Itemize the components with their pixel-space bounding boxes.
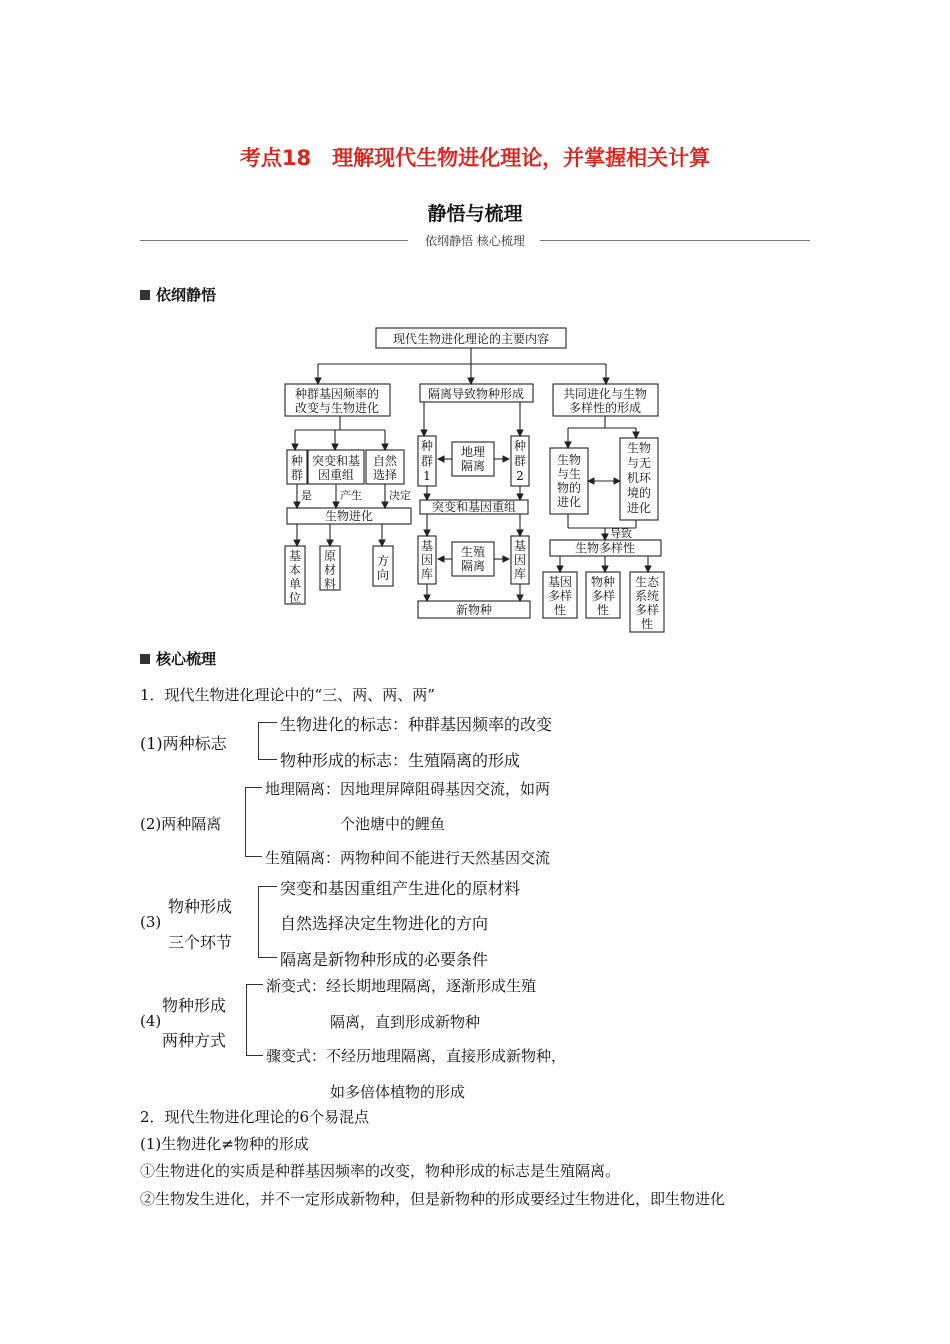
label-b3-l1: 共同进化与生物 <box>562 387 648 401</box>
label-jueding: 决定 <box>389 489 411 502</box>
g4-brace <box>246 984 263 1056</box>
label-dili-2: 隔离 <box>460 459 486 473</box>
label-tubian-1: 突变和基 <box>311 454 361 468</box>
g1-brace <box>258 722 277 760</box>
label-sheng-dy-4: 性 <box>640 617 654 631</box>
label-duoyang: 生物多样性 <box>574 541 636 555</box>
label-yuancailiao-2: 材 <box>323 563 337 577</box>
label-daozhi: 导致 <box>610 527 632 540</box>
label-b1-l1: 种群基因频率的 <box>294 387 380 401</box>
label-shi: 是 <box>301 489 312 502</box>
label-shengzhi-1: 生殖 <box>460 545 486 559</box>
g4-num: (4) <box>140 1012 162 1030</box>
point-2-item-1: ①生物进化的实质是种群基因频率的改变，物种形成的标志是生殖隔离。 <box>140 1162 621 1180</box>
point-1-heading: 1．现代生物进化理论中的“三、两、两、两” <box>140 686 435 704</box>
label-wuzhong-dy-1: 物种 <box>590 575 616 589</box>
label-jiben-2: 本 <box>288 563 302 577</box>
label-tubian-2: 因重组 <box>317 468 355 482</box>
label-jiben-4: 位 <box>288 591 302 605</box>
label-b2: 隔离导致物种形成 <box>427 387 525 401</box>
label-root: 现代生物进化理论的主要内容 <box>392 332 550 346</box>
label-sw-sw-3: 物的 <box>556 481 582 495</box>
page-title: 考点18 理解现代生物进化理论，并掌握相关计算 <box>239 146 711 170</box>
g2-item-a1: 地理隔离：因地理屏障阻碍基因交流，如两 <box>265 780 551 798</box>
g2-item-b: 生殖隔离：两物种间不能进行天然基因交流 <box>265 849 551 867</box>
label-jiyin-dy-3: 性 <box>553 603 567 617</box>
label-b3-l2: 多样性的形成 <box>568 401 642 415</box>
g3-label-2: 三个环节 <box>168 933 233 952</box>
g1-item-b: 物种形成的标志：生殖隔离的形成 <box>280 751 521 770</box>
g2-item-a2: 个池塘中的鲤鱼 <box>340 815 446 833</box>
label-xinwuzhong: 新物种 <box>455 603 493 617</box>
g4-item-b1: 骤变式：不经历地理隔离，直接形成新物种， <box>266 1047 567 1065</box>
label-zq1-2: 群 <box>420 454 434 468</box>
point-2-heading: 2．现代生物进化理论的6个易混点 <box>140 1108 370 1126</box>
label-sw-sw-4: 进化 <box>556 495 582 509</box>
label-fangxiang-2: 向 <box>376 568 390 582</box>
label-jiyinku1-1: 基 <box>420 539 434 553</box>
label-jiyinku1-2: 因 <box>420 553 434 567</box>
label-yuancailiao-1: 原 <box>323 549 337 563</box>
g3-num: (3) <box>140 913 162 931</box>
label-wuzhong-dy-2: 多样 <box>590 589 616 603</box>
label-ziran-2: 选择 <box>372 468 398 482</box>
label-jiyinku1-3: 库 <box>420 567 434 581</box>
label-shengzhi-2: 隔离 <box>460 559 486 573</box>
label-sheng-dy-2: 系统 <box>634 589 660 603</box>
g2-brace <box>245 787 262 857</box>
label-zq1-3: 1 <box>423 469 431 483</box>
concept-diagram <box>270 318 690 638</box>
g3-item-b: 自然选择决定生物进化的方向 <box>280 914 489 933</box>
square-bullet-icon <box>140 654 150 664</box>
g3-label-1: 物种形成 <box>168 897 233 916</box>
label-wuzhong-dy-3: 性 <box>596 603 610 617</box>
label-tubian2: 突变和基因重组 <box>431 500 517 514</box>
label-zq1-1: 种 <box>420 439 434 453</box>
point-2-item-2: ②生物发生进化，并不一定形成新物种，但是新物种的形成要经过生物进化，即生物进化 <box>140 1190 726 1208</box>
label-sw-sw-2: 与生 <box>556 467 582 481</box>
g2-label: (2)两种隔离 <box>140 815 222 833</box>
label-shengwujinhua: 生物进化 <box>324 509 374 523</box>
label-sheng-dy-1: 生态 <box>634 575 660 589</box>
g3-brace <box>258 886 277 958</box>
label-jiyinku2-1: 基 <box>513 539 527 553</box>
label-jiyin-dy-2: 多样 <box>547 589 573 603</box>
g1-item-a: 生物进化的标志：种群基因频率的改变 <box>280 715 553 734</box>
label-sw-hj-5: 进化 <box>626 501 652 515</box>
section-subtitle: 静悟与梳理 <box>427 203 523 225</box>
label-zhongqun-2: 群 <box>290 468 304 482</box>
label-jiben-3: 单 <box>288 577 302 591</box>
point-2-sub-1: (1)生物进化≠物种的形成 <box>140 1135 309 1153</box>
label-zq2-1: 种 <box>513 439 527 453</box>
g3-item-a: 突变和基因重组产生进化的原材料 <box>280 879 521 898</box>
g3-item-c: 隔离是新物种形成的必要条件 <box>280 950 489 969</box>
label-sw-hj-2: 与无 <box>626 456 652 470</box>
g4-item-a1: 渐变式：经长期地理隔离，逐渐形成生殖 <box>266 977 537 995</box>
label-jiyin-dy-1: 基因 <box>547 575 573 589</box>
label-ziran-1: 自然 <box>372 454 398 468</box>
label-zq2-2: 群 <box>513 454 527 468</box>
g4-label-2: 两种方式 <box>162 1031 227 1050</box>
label-sw-hj-4: 境的 <box>626 486 652 500</box>
g1-label: (1)两种标志 <box>140 734 227 753</box>
square-bullet-icon <box>140 290 150 300</box>
label-jiyinku2-3: 库 <box>513 567 527 581</box>
label-zq2-3: 2 <box>516 469 524 483</box>
label-dili-1: 地理 <box>460 445 486 459</box>
g4-label-1: 物种形成 <box>162 996 227 1015</box>
label-chansheng: 产生 <box>340 489 362 502</box>
section-heading-2: 核心梳理 <box>140 648 216 669</box>
label-jiyinku2-2: 因 <box>513 553 527 567</box>
section-heading-1: 依纲静悟 <box>140 284 216 305</box>
label-b1-l2: 改变与生物进化 <box>294 401 380 415</box>
g4-item-b2: 如多倍体植物的形成 <box>330 1083 466 1101</box>
g4-item-a2: 隔离，直到形成新物种 <box>330 1013 481 1031</box>
label-yuancailiao-3: 料 <box>323 577 337 591</box>
label-sheng-dy-3: 多样 <box>634 603 660 617</box>
label-sw-sw-1: 生物 <box>556 453 582 467</box>
label-jiben-1: 基 <box>288 549 302 563</box>
label-sw-hj-3: 机环 <box>626 471 652 485</box>
divider-caption: 依纲静悟 核心梳理 <box>0 232 950 249</box>
label-fangxiang-1: 方 <box>376 554 390 568</box>
label-zhongqun-1: 种 <box>290 454 304 468</box>
label-sw-hj-1: 生物 <box>626 441 652 455</box>
